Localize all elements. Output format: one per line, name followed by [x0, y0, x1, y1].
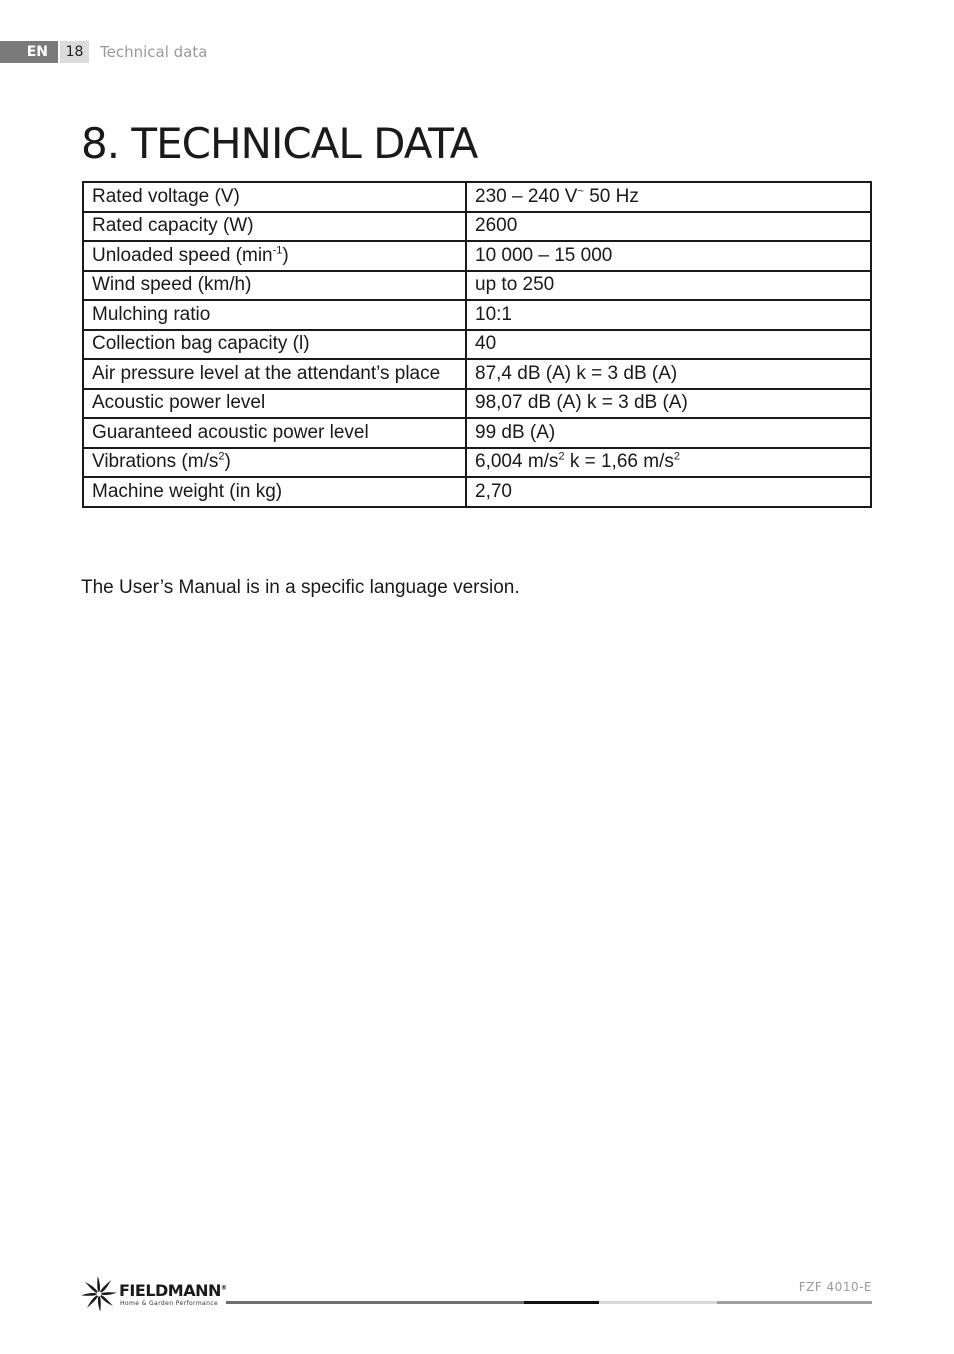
parameter-cell: [83, 330, 466, 360]
parameter-cell: [83, 418, 466, 448]
parameter-cell: [83, 271, 466, 301]
table-row: [83, 300, 871, 330]
table-row: [83, 212, 871, 242]
parameter-cell: [83, 182, 466, 212]
running-header-section: Technical data: [100, 43, 208, 61]
value-text: 10 000 – 15 000: [475, 244, 613, 266]
language-badge: EN: [0, 41, 58, 63]
brand-name: FIELDMANN: [119, 1281, 221, 1300]
parameter-cell: [83, 448, 466, 478]
footer-rule-dark: [226, 1301, 524, 1304]
parameter-label: Rated capacity (W): [92, 215, 254, 237]
parameter-label: Collection bag capacity (l): [92, 333, 310, 355]
language-version-note: The User’s Manual is in a specific language version.: [81, 577, 520, 598]
parameter-label: Acoustic power level: [92, 392, 266, 414]
value-cell: [466, 418, 871, 448]
value-superscript: 2: [558, 450, 565, 463]
value-text: 99 dB (A): [475, 421, 556, 443]
page-title: 8. TECHNICAL DATA: [81, 119, 478, 168]
value-cell: [466, 271, 871, 301]
value-text: 6,004 m/s: [475, 451, 559, 473]
value-text: 98,07 dB (A) k = 3 dB (A): [475, 392, 688, 414]
table-row: [83, 271, 871, 301]
page-number: 18: [60, 41, 89, 63]
value-superscript: ~: [577, 185, 584, 198]
table-row: [83, 241, 871, 271]
footer-rule-mid: [717, 1301, 872, 1304]
parameter-superscript: -1: [272, 244, 283, 257]
table-row: [83, 359, 871, 389]
parameter-label: Rated voltage (V): [92, 185, 240, 207]
parameter-label: Air pressure level at the attendant’s place: [92, 362, 441, 384]
table-row: [83, 477, 871, 507]
value-cell: [466, 359, 871, 389]
value-superscript-2: 2: [673, 450, 680, 463]
value-suffix: k = 1,66 m/s: [564, 451, 674, 473]
value-suffix: 50 Hz: [583, 185, 639, 207]
parameter-cell: [83, 241, 466, 271]
value-cell: [466, 448, 871, 478]
parameter-suffix: ): [224, 451, 231, 473]
brand-wordmark: [119, 1281, 226, 1300]
parameter-label: Vibrations (m/s: [92, 451, 219, 473]
table-row: [83, 448, 871, 478]
table-row: [83, 182, 871, 212]
footer-rule-black: [524, 1301, 599, 1304]
parameter-label: Unloaded speed (min: [92, 244, 273, 266]
parameter-cell: [83, 359, 466, 389]
value-text: 40: [475, 333, 497, 355]
value-cell: [466, 330, 871, 360]
parameter-label: Mulching ratio: [92, 303, 211, 325]
parameter-suffix: ): [282, 244, 289, 266]
value-cell: [466, 212, 871, 242]
value-cell: [466, 241, 871, 271]
table-row: [83, 330, 871, 360]
parameter-label: Wind speed (km/h): [92, 274, 252, 296]
value-cell: [466, 182, 871, 212]
value-cell: [466, 389, 871, 419]
parameter-cell: [83, 477, 466, 507]
table-row: [83, 389, 871, 419]
parameter-superscript: 2: [218, 450, 225, 463]
value-text: 2,70: [475, 480, 512, 502]
footer-rule-light: [599, 1301, 717, 1304]
value-text: 2600: [475, 215, 518, 237]
value-text: 230 – 240 V: [475, 185, 578, 207]
parameter-cell: [83, 389, 466, 419]
value-cell: [466, 300, 871, 330]
value-cell: [466, 477, 871, 507]
parameter-cell: [83, 212, 466, 242]
parameter-cell: [83, 300, 466, 330]
model-number: FZF 4010-E: [798, 1280, 872, 1294]
brand-tagline: Home & Garden Performance: [120, 1300, 219, 1307]
registered-mark: ®: [220, 1284, 227, 1292]
pinwheel-logo-icon: [82, 1277, 116, 1311]
value-text: 10:1: [475, 303, 512, 325]
parameter-label: Guaranteed acoustic power level: [92, 421, 369, 443]
technical-data-table: [82, 181, 872, 508]
parameter-label: Machine weight (in kg): [92, 480, 283, 502]
value-text: 87,4 dB (A) k = 3 dB (A): [475, 362, 678, 384]
fieldmann-logo: [82, 1277, 227, 1313]
table-row: [83, 418, 871, 448]
value-text: up to 250: [475, 274, 555, 296]
